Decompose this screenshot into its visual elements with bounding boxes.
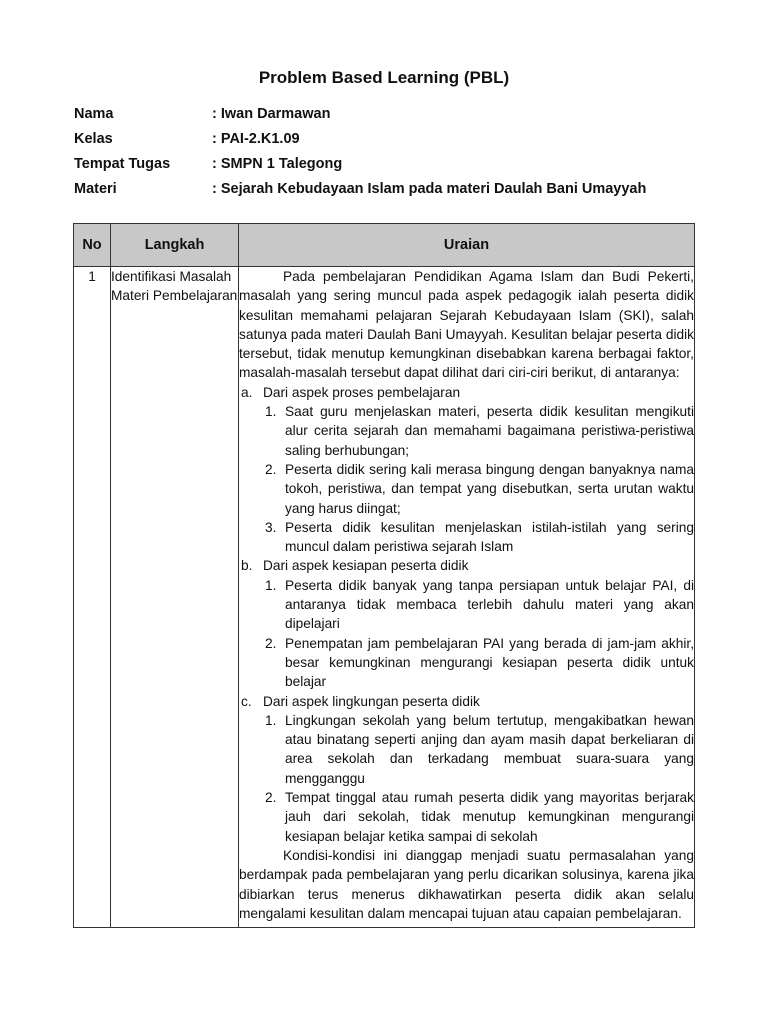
item-text: Saat guru menjelaskan materi, peserta didik kesulitan mengikuti alur cerita sejarah dan memahami bagaimana peristiwa-peristiwa saling berhubungan; (285, 404, 694, 458)
table-header-row (74, 224, 695, 267)
meta-row-kelas (74, 129, 714, 154)
item-text: Peserta didik sering kali merasa bingung dengan banyaknya nama tokoh, peristiwa, dan tempat yang disebutkan, serta urutan waktu yang harus diingat; (285, 461, 694, 516)
section-title: Dari aspek kesiapan peserta didik (263, 558, 469, 574)
list-item (265, 634, 694, 692)
section-letter: a. (241, 384, 253, 400)
list-item (265, 711, 694, 788)
section-letter: b. (241, 558, 253, 574)
meta-value: : Sejarah Kebudayaan Islam pada materi Daulah Bani Umayyah (212, 181, 647, 197)
list-item (265, 576, 694, 634)
section-c (239, 692, 694, 711)
item-number: 2. (265, 635, 277, 651)
section-a (239, 383, 694, 402)
meta-value: : PAI-2.K1.09 (212, 131, 300, 147)
row-number: 1 (74, 267, 111, 928)
header-description: Uraian (239, 224, 695, 267)
meta-value: : SMPN 1 Talegong (212, 156, 343, 172)
list-item (265, 518, 694, 557)
item-text: Tempat tinggal atau rumah peserta didik yang mayoritas berjarak jauh dari sekolah, tidak menutup kemungkinan mengurangi kesiapan belajar ketika sampai di sekolah (285, 790, 694, 844)
identity-block (74, 104, 714, 204)
item-text: Lingkungan sekolah yang belum tertutup, mengakibatkan hewan atau binatang seperti anjing dan ayam masih dapat berkeliaran di area sekolah dan terkadang membuat suara-suara yang mengganggu (285, 712, 694, 786)
section-title: Dari aspek proses pembelajaran (263, 384, 461, 400)
meta-label: Nama (74, 106, 114, 122)
meta-label: Materi (74, 181, 117, 197)
item-number: 1. (265, 404, 277, 420)
conclusion-paragraph: Kondisi-kondisi ini dianggap menjadi suatu permasalahan yang berdampak pada pembelajaran yang perlu dicarikan solusinya, karena jika dibiarkan terus menerus dikhawatirkan peserta didik akan selalu mengalami kesulitan dalam mencapai tujuan atau capaian pembelajaran. (239, 847, 694, 921)
pbl-table (73, 223, 695, 928)
section-letter: c. (241, 693, 252, 709)
item-number: 2. (265, 461, 277, 477)
document-title: Problem Based Learning (PBL) (258, 68, 510, 87)
intro-paragraph: Pada pembelajaran Pendidikan Agama Islam dan Budi Pekerti, masalah yang sering muncul pada aspek pedagogik ialah peserta didik kesulitan memahami pelajaran Sejarah Kebudayaan Islam (SKI), salah satunya pada materi Daulah Bani Umayyah. Kesulitan belajar peserta didik tersebut, tidak menutup kemungkinan disebabkan karena berbagai faktor, masalah-masalah tersebut dapat dilihat dari ciri-ciri berikut, di antaranya: (239, 269, 694, 381)
meta-row-nama (74, 104, 714, 129)
meta-row-materi (74, 179, 714, 204)
item-text: Penempatan jam pembelajaran PAI yang berada di jam-jam akhir, besar kemungkinan mengurangi kesiapan peserta didik untuk belajar (285, 635, 694, 690)
section-title: Dari aspek lingkungan peserta didik (263, 693, 480, 709)
list-item (265, 402, 694, 460)
meta-value: : Iwan Darmawan (212, 106, 331, 122)
list-item (265, 788, 694, 846)
item-number: 1. (265, 712, 277, 728)
table-row (74, 267, 695, 928)
meta-label: Kelas (74, 131, 113, 147)
row-description (239, 267, 695, 928)
header-no: No (74, 224, 111, 267)
meta-label: Tempat Tugas (74, 156, 171, 172)
header-step: Langkah (111, 224, 239, 267)
meta-row-tempat-tugas (74, 154, 714, 179)
section-b (239, 556, 694, 575)
item-number: 2. (265, 790, 277, 806)
item-text: Peserta didik banyak yang tanpa persiapan untuk belajar PAI, di antaranya tidak membaca terlebih dahulu materi yang akan dipelajari (285, 577, 694, 632)
row-step: Identifikasi Masalah Materi Pembelajaran (111, 267, 239, 928)
list-item (265, 460, 694, 518)
item-number: 3. (265, 519, 277, 535)
item-number: 1. (265, 577, 277, 593)
item-text: Peserta didik kesulitan menjelaskan istilah-istilah yang sering muncul dalam peristiwa sejarah Islam (285, 519, 694, 555)
